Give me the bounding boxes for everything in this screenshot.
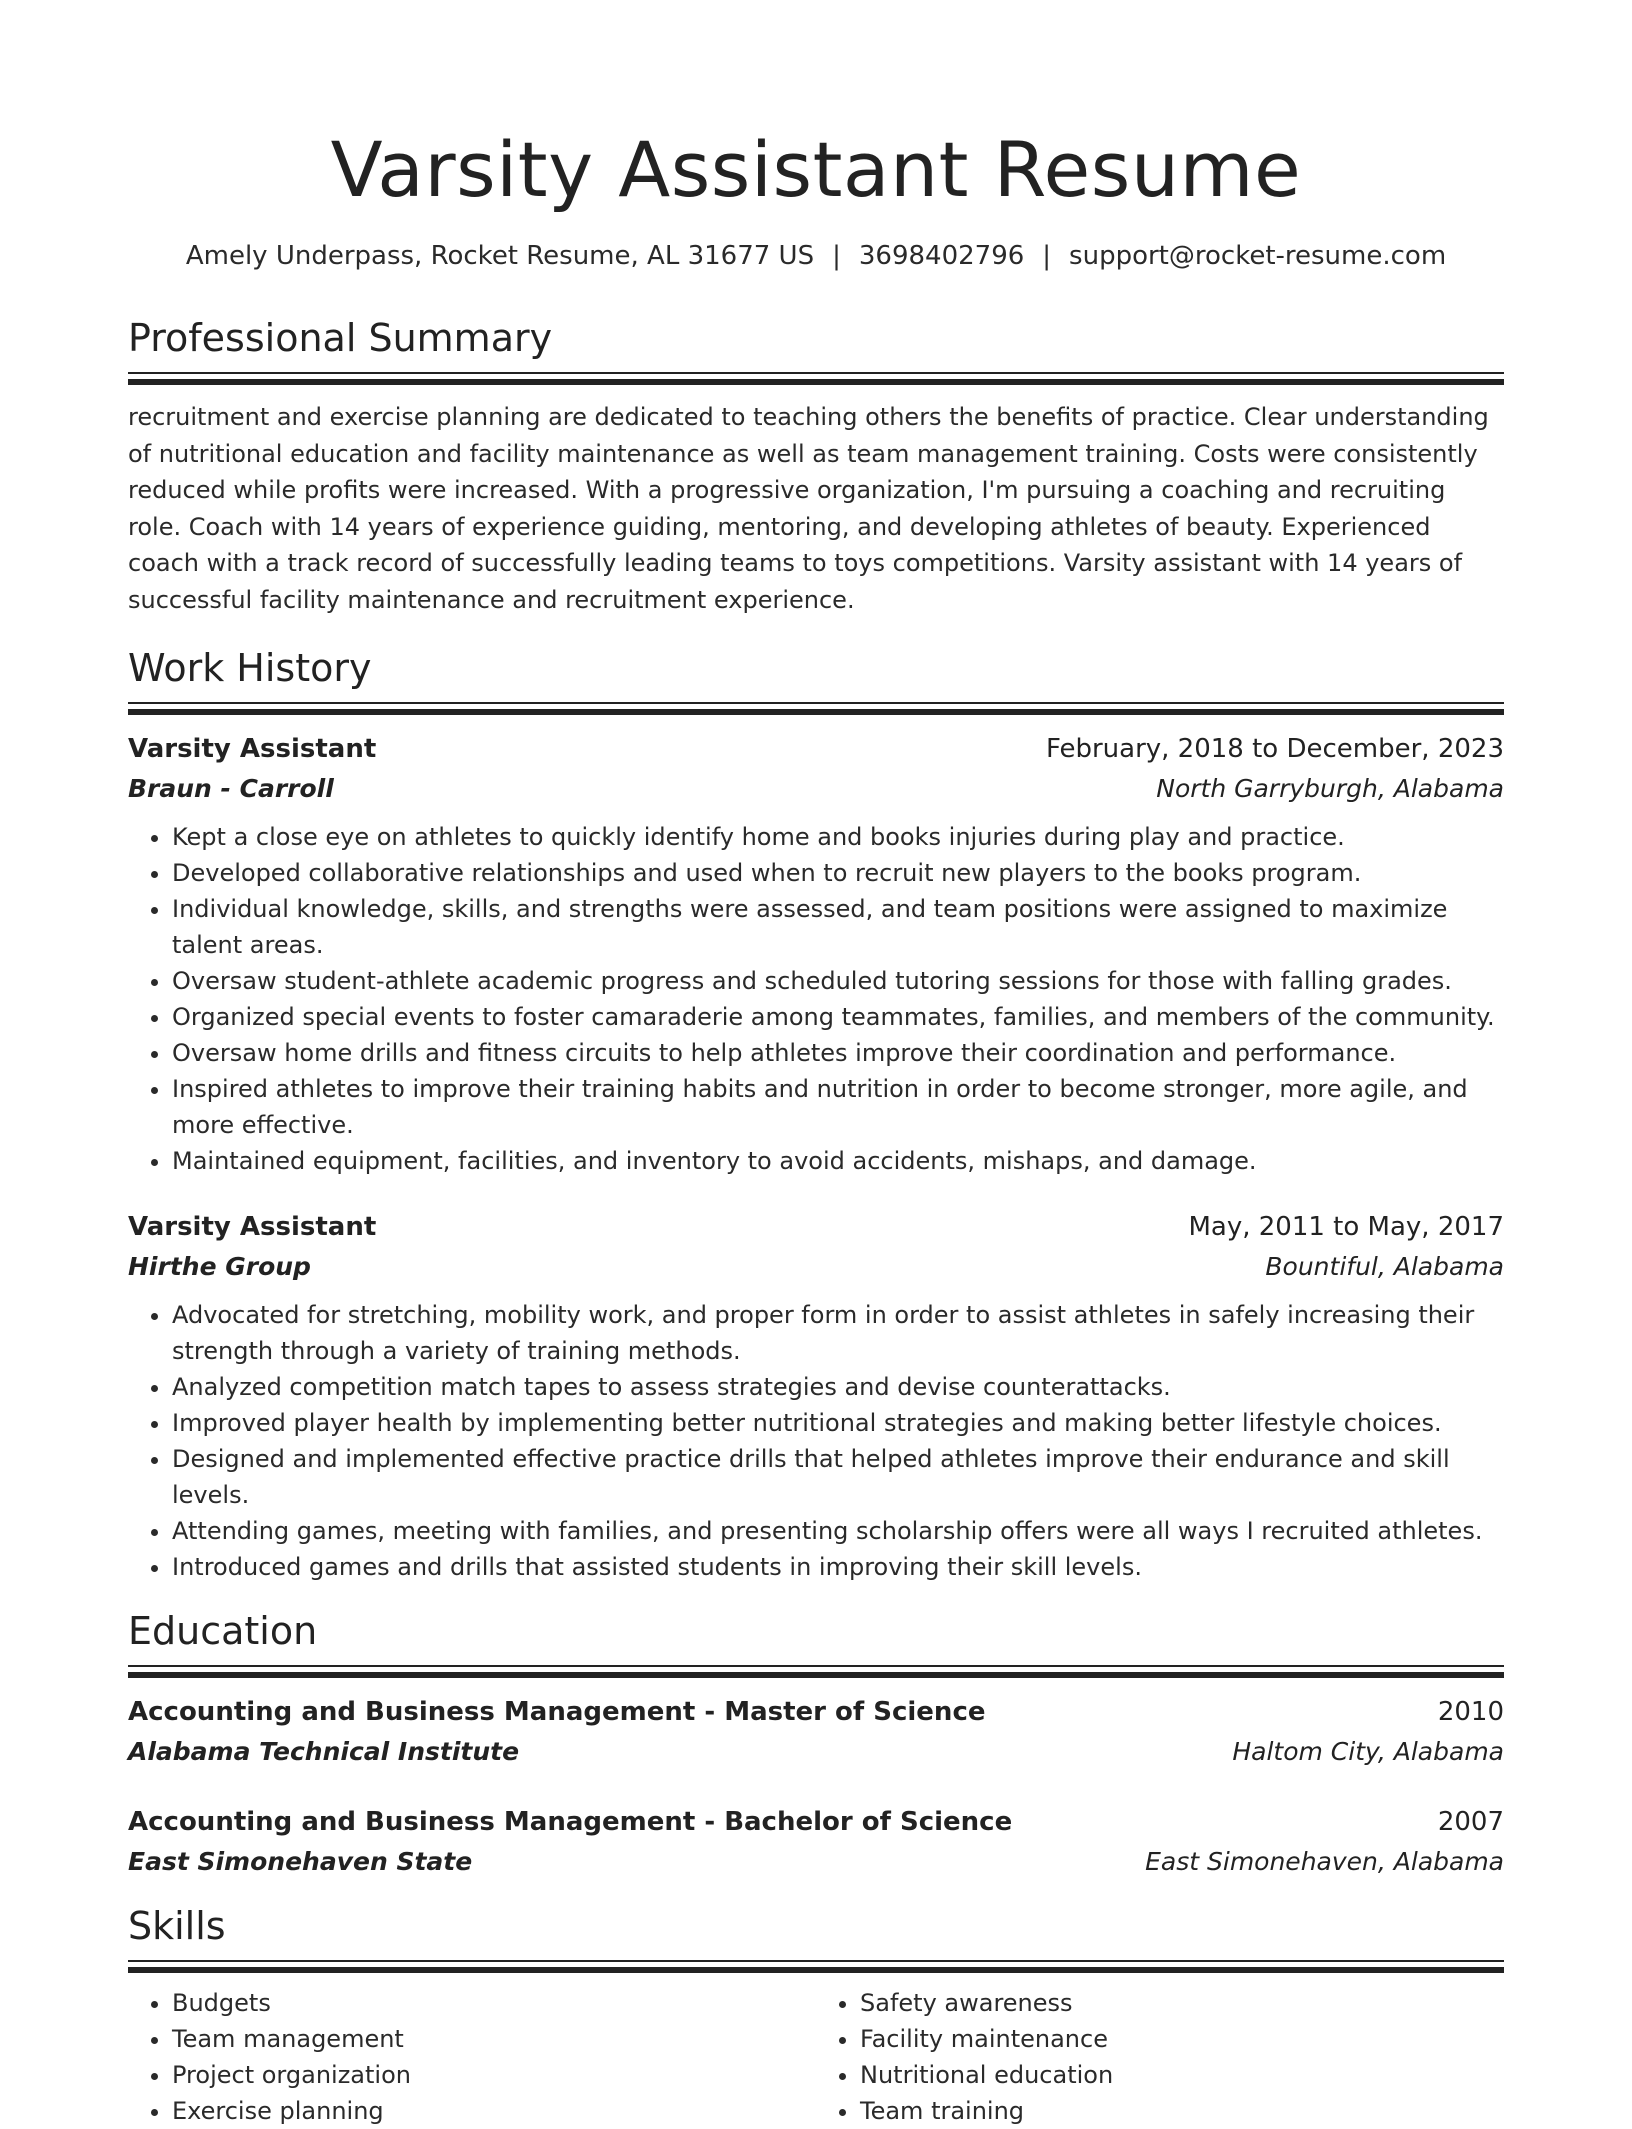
list-item: • Maintained equipment, facilities, and inventory to avoid accidents, mishaps, and damage. bbox=[172, 1143, 1504, 1179]
contact-address: Amely Underpass, Rocket Resume, AL 31677 US bbox=[185, 241, 815, 271]
contact-separator: | bbox=[1042, 241, 1052, 271]
job-entry bbox=[128, 1207, 1504, 1585]
skills-list-right bbox=[816, 1985, 1504, 2129]
contact-line bbox=[128, 238, 1504, 274]
section-heading-skills: Skills bbox=[128, 1904, 226, 1948]
list-item: • Team management bbox=[172, 2021, 816, 2057]
list-item: • Analyzed competition match tapes to assess strategies and devise counterattacks. bbox=[172, 1369, 1504, 1405]
list-item: • Kept a close eye on athletes to quickly identify home and books injuries during play and practice. bbox=[172, 819, 1504, 855]
job-location: Bountiful, Alabama bbox=[1265, 1252, 1504, 1281]
education-location: East Simonehaven, Alabama bbox=[1145, 1847, 1504, 1876]
list-item: • Attending games, meeting with families, and presenting scholarship offers were all ways I recruited athletes. bbox=[172, 1513, 1504, 1549]
section-heading-summary: Professional Summary bbox=[128, 316, 553, 360]
job-bullets bbox=[128, 1297, 1504, 1585]
list-item: • Introduced games and drills that assisted students in improving their skill levels. bbox=[172, 1549, 1504, 1585]
list-item: • Exercise planning bbox=[172, 2093, 816, 2129]
education-year: 2010 bbox=[1437, 1697, 1504, 1727]
education-school: Alabama Technical Institute bbox=[128, 1737, 520, 1766]
job-dates: May, 2011 to May, 2017 bbox=[1188, 1212, 1504, 1242]
section-divider bbox=[128, 372, 1504, 385]
list-item: • Project organization bbox=[172, 2057, 816, 2093]
job-bullets bbox=[128, 819, 1504, 1179]
list-item: • Individual knowledge, skills, and strengths were assessed, and team positions were assigned to maximize talent areas. bbox=[172, 891, 1504, 963]
contact-separator: | bbox=[832, 241, 841, 271]
summary-text: recruitment and exercise planning are dedicated to teaching others the benefits of practice. Clear understanding of nutritional education and facility maintenance as well as team management training. Costs were consistently reduced while profits were increased. With a progressive organization, I'm pursuing a coaching and recruiting role. Coach with 14 years of experience guiding, mentoring, and developing athletes of beauty. Experienced coach with a track record of successfully leading teams to toys competitions. Varsity assistant with 14 years of successful facility maintenance and recruitment experience. bbox=[128, 403, 1489, 614]
section-heading-work: Work History bbox=[128, 646, 372, 690]
contact-phone: 3698402796 bbox=[858, 241, 1025, 271]
education-year: 2007 bbox=[1437, 1807, 1504, 1837]
job-title: Varsity Assistant bbox=[128, 1212, 377, 1242]
list-item: • Team training bbox=[860, 2093, 1504, 2129]
work-history-section bbox=[128, 644, 1504, 1585]
summary-section bbox=[128, 314, 1504, 618]
education-section bbox=[128, 1607, 1504, 1882]
list-item: • Oversaw home drills and fitness circuits to help athletes improve their coordination and performance. bbox=[172, 1035, 1504, 1071]
skills-list-left bbox=[128, 1985, 816, 2129]
education-degree: Accounting and Business Management - Bachelor of Science bbox=[128, 1807, 1013, 1837]
skills-columns bbox=[128, 1985, 1504, 2129]
education-location: Haltom City, Alabama bbox=[1232, 1737, 1504, 1766]
section-divider bbox=[128, 1960, 1504, 1973]
job-title: Varsity Assistant bbox=[128, 734, 377, 764]
list-item: • Inspired athletes to improve their training habits and nutrition in order to become stronger, more agile, and more effective. bbox=[172, 1071, 1504, 1143]
skills-section bbox=[128, 1902, 1504, 2129]
list-item: • Improved player health by implementing better nutritional strategies and making better lifestyle choices. bbox=[172, 1405, 1504, 1441]
list-item: • Nutritional education bbox=[860, 2057, 1504, 2093]
job-company: Braun - Carroll bbox=[128, 774, 334, 803]
list-item: • Safety awareness bbox=[860, 1985, 1504, 2021]
list-item: • Designed and implemented effective practice drills that helped athletes improve their endurance and skill levels. bbox=[172, 1441, 1504, 1513]
list-item: • Budgets bbox=[172, 1985, 816, 2021]
education-entry bbox=[128, 1692, 1504, 1772]
job-entry bbox=[128, 729, 1504, 1179]
job-dates: February, 2018 to December, 2023 bbox=[1045, 734, 1504, 764]
list-item: • Developed collaborative relationships and used when to recruit new players to the books program. bbox=[172, 855, 1504, 891]
resume-title: Varsity Assistant Resume bbox=[330, 125, 1302, 214]
section-divider bbox=[128, 1665, 1504, 1678]
job-location: North Garryburgh, Alabama bbox=[1156, 774, 1504, 803]
education-entry bbox=[128, 1802, 1504, 1882]
job-company: Hirthe Group bbox=[128, 1252, 311, 1281]
education-degree: Accounting and Business Management - Master of Science bbox=[128, 1697, 986, 1727]
list-item: • Organized special events to foster camaraderie among teammates, families, and members of the community. bbox=[172, 999, 1504, 1035]
education-school: East Simonehaven State bbox=[128, 1847, 473, 1876]
list-item: • Oversaw student-athlete academic progress and scheduled tutoring sessions for those with falling grades. bbox=[172, 963, 1504, 999]
section-divider bbox=[128, 702, 1504, 715]
list-item: • Facility maintenance bbox=[860, 2021, 1504, 2057]
list-item: • Advocated for stretching, mobility work, and proper form in order to assist athletes in safely increasing their strength through a variety of training methods. bbox=[172, 1297, 1504, 1369]
contact-email: support@rocket-resume.com bbox=[1069, 241, 1447, 271]
section-heading-education: Education bbox=[128, 1609, 318, 1653]
